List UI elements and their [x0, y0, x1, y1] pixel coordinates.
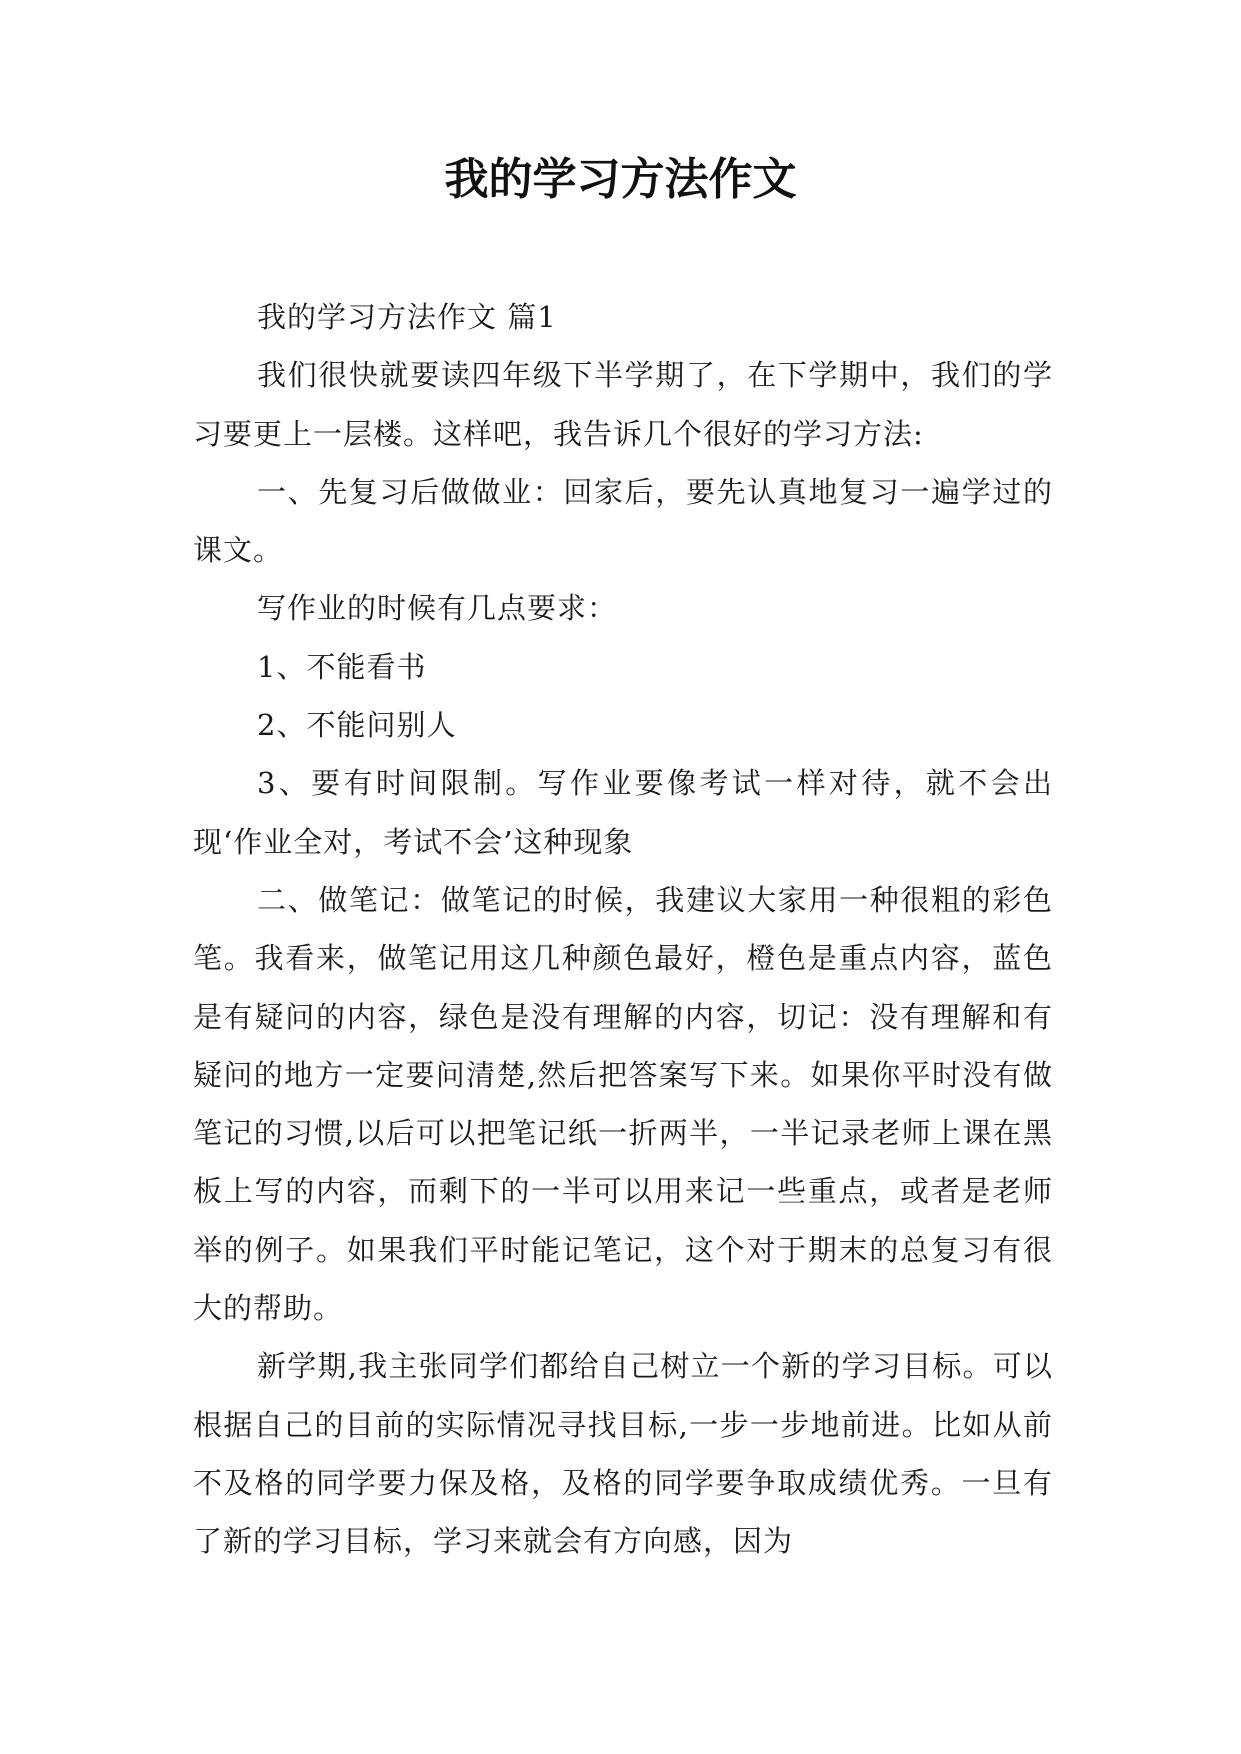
- document-title: 我的学习方法作文: [444, 154, 797, 205]
- list-item-1: 1、不能看书: [257, 649, 427, 684]
- paragraph-take-notes: 二、做笔记：做笔记的时候，我建议大家用一种很粗的彩色笔。我看来，做笔记用这几种颜色最好，橙色是重点内容，蓝色是有疑问的内容，绿色是没有理解的内容，切记：没有理解和有疑问的地方一定要问清楚,然后把答案写下来。如果你平时没有做笔记的习惯,以后可以把笔记纸一折两半，一半记录老师上课在黑板上写的内容，而剩下的一半可以用来记一些重点，或者是老师举的例子。如果我们平时能记笔记，这个对于期末的总复习有很大的帮助。: [193, 882, 1053, 1326]
- paragraph-new-semester: 新学期,我主张同学们都给自己树立一个新的学习目标。可以根据自己的目前的实际情况寻找目标,一步一步地前进。比如从前不及格的同学要力保及格，及格的同学要争取成绩优秀。一旦有了新的学习目标，学习来就会有方向感，因为: [193, 1349, 1053, 1559]
- list-item-2: 2、不能问别人: [257, 708, 457, 743]
- paragraph-intro: 我们很快就要读四年级下半学期了，在下学期中，我们的学习要更上一层楼。这样吧，我告诉几个很好的学习方法:: [193, 358, 1053, 451]
- paragraph-review-first: 一、先复习后做做业：回家后，要先认真地复习一遍学过的课文。: [193, 474, 1053, 568]
- document-body: [193, 288, 1053, 1571]
- paragraph-homework-requirements: 写作业的时候有几点要求：: [257, 591, 618, 626]
- section-heading: 我的学习方法作文 篇1: [257, 300, 557, 334]
- list-item-3: 3、要有时间限制。写作业要像考试一样对待，就不会出现‘作业全对，考试不会’这种现象: [193, 766, 1053, 859]
